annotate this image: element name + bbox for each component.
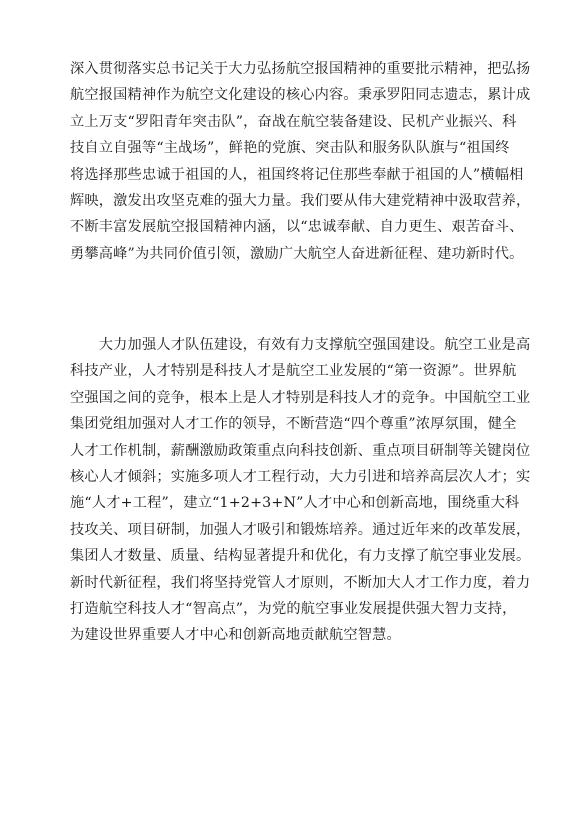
text-line: 集团人才数量、质量、结构显著提升和优化，有力支撑了航空事业发展。 <box>70 548 531 565</box>
text-line: 人才工作机制，薪酬激励政策重点向科技创新、重点项目研制等关键岗位 <box>70 442 531 459</box>
text-line: 勇攀高峰”为共同价值引领，激励广大航空人奋进新征程、建功新时代。 <box>70 245 524 262</box>
text-line: 为建设世界重要人才中心和创新高地贡献航空智慧。 <box>70 627 401 644</box>
paragraph-aviation-spirit <box>70 56 530 267</box>
text-line: 大力加强人才队伍建设，有效有力支撑航空强国建设。航空工业是高 <box>70 337 531 353</box>
text-line: 不断丰富发展航空报国精神内涵，以“忠诚奉献、自力更生、艰苦奋斗、 <box>70 219 524 236</box>
paragraph-talent-building <box>70 332 530 649</box>
text-line: 施“人才+工程”，建立“1+2+3+N”人才中心和创新高地，围绕重大科 <box>70 495 520 512</box>
text-line: 立上万支“罗阳青年突击队”，奋战在航空装备建设、民机产业振兴、科 <box>70 113 517 130</box>
text-line: 航空报国精神作为航空文化建设的核心内容。秉承罗阳同志遗志，累计成 <box>70 87 531 104</box>
text-line: 核心人才倾斜；实施多项人才工程行动，大力引进和培养高层次人才；实 <box>70 468 531 485</box>
text-line: 辉映，激发出攻坚克难的强大力量。我们要从伟大建党精神中汲取营养， <box>70 192 531 209</box>
text-line: 科技产业，人才特别是科技人才是航空工业发展的“第一资源”。世界航 <box>70 363 517 380</box>
text-line: 深入贯彻落实总书记关于大力弘扬航空报国精神的重要批示精神，把弘扬 <box>70 61 531 77</box>
text-line: 打造航空科技人才“智高点”，为党的航空事业发展提供强大智力支持， <box>70 600 517 617</box>
text-line: 将选择那些忠诚于祖国的人，祖国终将记住那些奉献于祖国的人”横幅相 <box>70 166 524 183</box>
text-line: 新时代新征程，我们将坚持党管人才原则，不断加大人才工作力度，着力 <box>70 574 531 591</box>
text-line: 空强国之间的竞争，根本上是人才特别是科技人才的竞争。中国航空工业 <box>70 389 531 406</box>
text-line: 集团党组加强对人才工作的领导，不断营造“四个尊重”浓厚氛围，健全 <box>70 416 517 433</box>
text-line: 技自立自强等“主战场”，鲜艳的党旗、突击队和服务队队旗与“祖国终 <box>70 140 510 157</box>
text-line: 技攻关、项目研制，加强人才吸引和锻炼培养。通过近年来的改革发展， <box>70 521 531 538</box>
